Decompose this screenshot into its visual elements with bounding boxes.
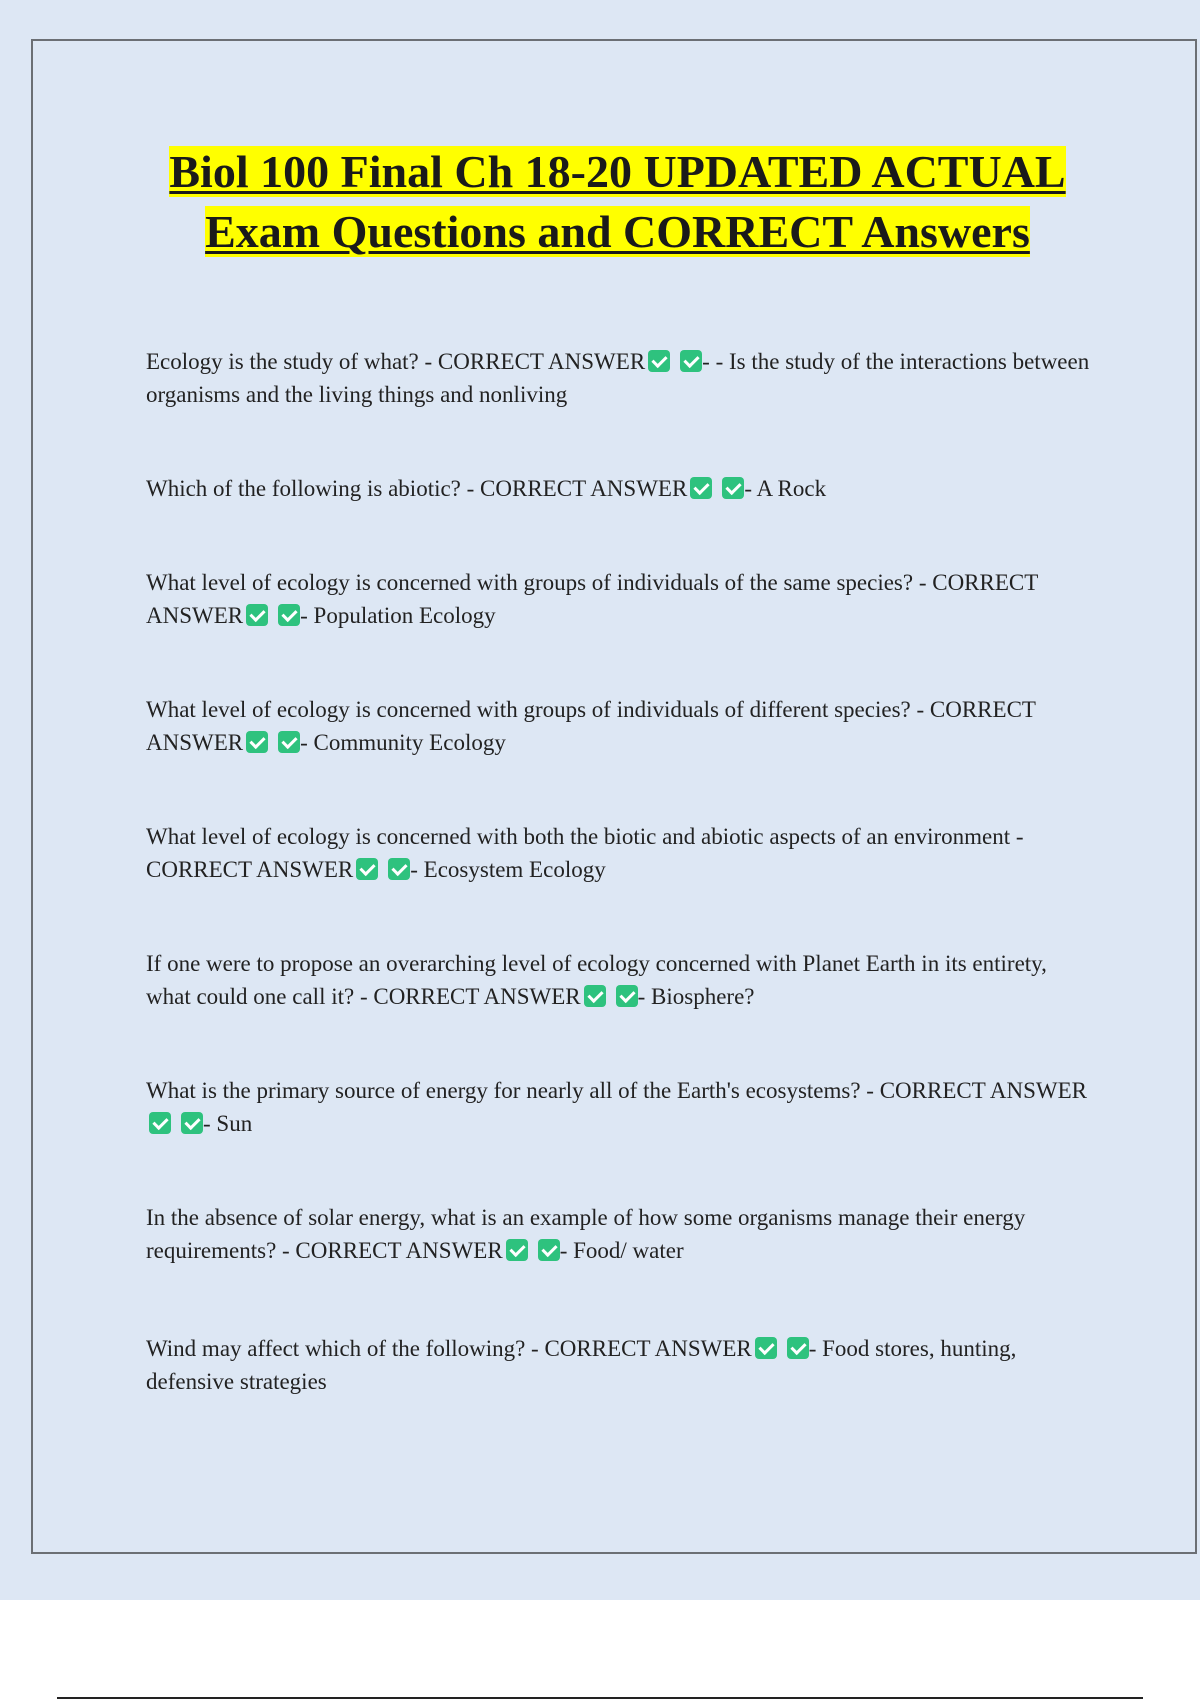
check-icon	[356, 858, 378, 880]
answer-text: - Food stores, hunting, defensive strategies	[146, 1336, 1017, 1394]
answer-text: - A Rock	[744, 476, 827, 501]
question-text: Ecology is the study of what? - CORRECT ANSWER	[146, 349, 646, 374]
question-text: What is the primary source of energy for nearly all of the Earth's ecosystems? - CORRECT ANSWER	[146, 1078, 1087, 1103]
document-title	[120, 142, 1115, 262]
check-icon	[648, 350, 670, 372]
qa-item	[146, 1074, 1096, 1140]
answer-text: - Community Ecology	[300, 730, 506, 755]
answer-text: - Food/ water	[559, 1238, 684, 1263]
question-text: What level of ecology is concerned with groups of individuals of different species? - CORRECT ANSWER	[146, 697, 1036, 755]
check-icon	[246, 604, 268, 626]
document-frame	[31, 39, 1197, 1554]
qa-item	[146, 1201, 1096, 1267]
answer-text: - Population Ecology	[300, 603, 496, 628]
answer-text: - Ecosystem Ecology	[410, 857, 606, 882]
check-icon	[755, 1337, 777, 1359]
answer-text: - Biosphere?	[637, 984, 755, 1009]
check-icon	[584, 985, 606, 1007]
answer-text: - Sun	[203, 1111, 253, 1136]
check-icon	[388, 858, 410, 880]
footer-rule	[57, 1697, 1143, 1699]
qa-item	[146, 345, 1096, 411]
check-icon	[722, 477, 744, 499]
answer-text: - - Is the study of the interactions between organisms and the living things and nonliving	[146, 349, 1090, 407]
check-icon	[616, 985, 638, 1007]
qa-item	[146, 947, 1096, 1013]
check-icon	[787, 1337, 809, 1359]
question-text: In the absence of solar energy, what is an example of how some organisms manage their energy requirements? - CORRECT ANSWER	[146, 1205, 1026, 1263]
question-text: What level of ecology is concerned with both the biotic and abiotic aspects of an environment - CORRECT ANSWER	[146, 824, 1024, 882]
question-text: What level of ecology is concerned with groups of individuals of the same species? - CORRECT ANSWER	[146, 570, 1038, 628]
qa-item	[146, 693, 1096, 759]
question-text: Which of the following is abiotic? - CORRECT ANSWER	[146, 476, 688, 501]
check-icon	[278, 731, 300, 753]
check-icon	[278, 604, 300, 626]
qa-item	[146, 566, 1096, 632]
qa-item	[146, 1332, 1096, 1398]
check-icon	[149, 1112, 171, 1134]
qa-item	[146, 820, 1096, 886]
check-icon	[246, 731, 268, 753]
question-text: Wind may affect which of the following? - CORRECT ANSWER	[146, 1336, 752, 1361]
check-icon	[506, 1239, 528, 1261]
question-text: If one were to propose an overarching level of ecology concerned with Planet Earth in its entirety, what could one call it? - CORRECT ANSWER	[146, 951, 1047, 1009]
qa-item	[146, 472, 1096, 505]
check-icon	[181, 1112, 203, 1134]
check-icon	[690, 477, 712, 499]
check-icon	[538, 1239, 560, 1261]
document-title-text: Biol 100 Final Ch 18-20 UPDATED ACTUAL Exam Questions and CORRECT Answers	[169, 146, 1066, 257]
check-icon	[680, 350, 702, 372]
